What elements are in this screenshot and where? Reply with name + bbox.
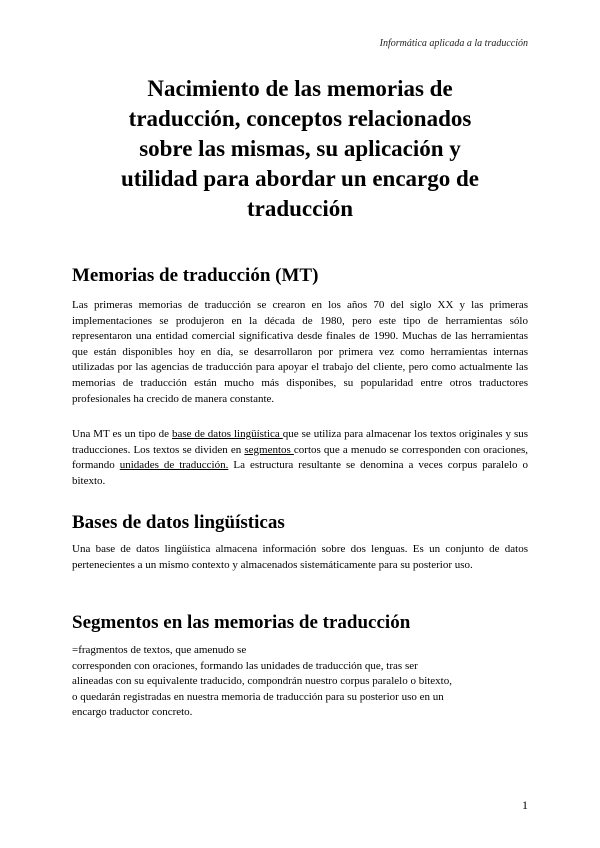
title-line: Nacimiento de las memorias de xyxy=(147,76,453,101)
link-base-de-datos[interactable]: base de datos lingüística xyxy=(171,428,283,440)
link-segmentos[interactable]: segmentos xyxy=(244,443,294,456)
paragraph-segmentos xyxy=(72,643,528,721)
section-heading-bases: Bases de datos lingüísticas xyxy=(72,512,285,533)
paragraph-bases: Una base de datos lingüística almacena información sobre dos lenguas. Es un conjunto de datos pertenecientes a un mismo contexto y almacenados sistemáticamente para su posterior uso. xyxy=(72,543,528,571)
section-heading-memorias: Memorias de traducción (MT) xyxy=(72,265,319,286)
title-line: traducción, conceptos relacionados xyxy=(128,106,472,131)
text-line: alineadas con su equivalente traducido, compondrán nuestro corpus paralelo o bitexto, xyxy=(72,675,452,688)
title-line: utilidad para abordar un encargo de xyxy=(120,166,480,191)
running-header: Informática aplicada a la traducción xyxy=(379,38,528,49)
text-line: o quedarán registradas en nuestra memoria de traducción para su posterior uso en un xyxy=(72,690,444,703)
text-line: corresponden con oraciones, formando las unidades de traducción que, tras ser xyxy=(72,659,418,672)
paragraph-mt-definition xyxy=(72,427,528,489)
text-line: encargo traductor concreto. xyxy=(72,706,193,719)
text-line: =fragmentos de textos, que amenudo se xyxy=(72,644,247,656)
text-run: que se utiliza para almacenar los textos originales y sus traducciones. Los textos se dividen en xyxy=(72,428,528,456)
document-title xyxy=(72,74,528,224)
link-unidades-de-traduccion[interactable]: unidades de traducción. xyxy=(119,459,229,472)
title-line: traducción xyxy=(246,196,354,221)
section-heading-segmentos: Segmentos en las memorias de traducción xyxy=(72,612,411,633)
paragraph-mt-history: Las primeras memorias de traducción se crearon en los años 70 del siglo XX y las primeras implementaciones se produjeron en la década de 1980, pero este tipo de herramientas sólo representaron una entidad comercial significativa desde finales de 1990. Muchas de las herramientas que están disponibles hoy en día, se desarrollaron por primera vez como herramientas internas utilizadas por las agencias de traducción para apoyar el trabajo del cliente, pero como actualmente las memorias de traducción están mucho más disponibes, su popularidad entre otros traductores profesionales ha crecido de manera constante. xyxy=(72,299,528,405)
text-run: Una MT es un tipo de xyxy=(72,428,172,440)
page-number: 1 xyxy=(522,798,528,812)
title-line: sobre las mismas, su aplicación y xyxy=(139,136,461,161)
text-run: cortos que a menudo se corresponden con oraciones, formando xyxy=(72,443,528,472)
text-run: La estructura resultante se denomina a veces corpus paralelo o bitexto. xyxy=(72,459,529,487)
